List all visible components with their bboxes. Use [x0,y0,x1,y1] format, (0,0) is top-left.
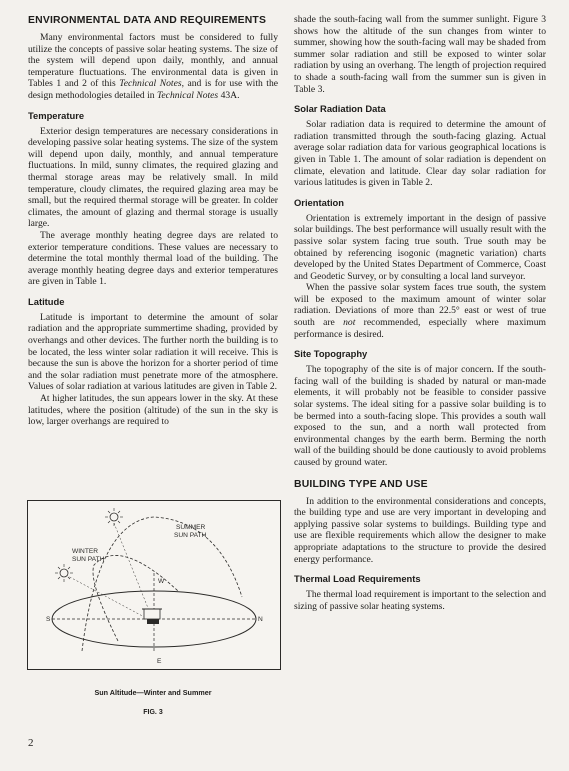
heading-site-topography: Site Topography [294,348,368,360]
page-number: 2 [28,737,34,749]
winter-label-line-1: WINTER [72,548,99,555]
east-label: E [157,658,162,665]
section-heading-environmental: ENVIRONMENTAL DATA AND REQUIREMENTS [28,15,267,26]
north-label: N [258,616,263,623]
building-icon [142,609,162,624]
solar-paragraph-1: Solar radiation data is required to determine the amount of radiation transmitted through the south-facing glazing. Actual average solar radiation data for various geographical locations is given in Table 1. The amount of solar radiation is dependent on climate, elevation and latitude. Clear day solar radiation for various latitudes is given in Table 2. [294,119,546,189]
orientation-paragraph-1: Orientation is extremely important in the design of passive solar buildings. The best performance will usually result with the passive solar system facing true south. True south may be obtained by referencing isogonic (magnetic variation) charts developed by the United States Department of Commerce, Coast and Geodetic Survey, or by consulting a local land surveyor. [294,212,546,282]
figure-caption: Sun Altitude—Winter and Summer [94,688,212,697]
winter-sun-ray [66,575,148,619]
continued-paragraph: shade the south-facing wall from the summer sunlight. Figure 3 shows how the altitude of the sun changes from winter to summer, showing how the south-facing wall may be shaded from summer solar radiation and still be exposed to winter solar radiation by using an overhang. The length of projection required to shade a south-facing wall from the summer sun is given in Table 3. [294,14,546,95]
winter-label-line-2: SUN PATH [72,556,105,563]
summer-label-line-1: SUMMER [176,524,206,531]
heading-orientation: Orientation [294,196,345,208]
heading-latitude: Latitude [28,295,65,307]
temperature-paragraph-1: Exterior design temperatures are necessary considerations in developing passive solar heating systems. The size of the system will depend upon daily, monthly, and annual temperature fluctuations. In mild, sunny climates, the required glazing and thermal storage areas may be relatively small. In mild temperature, cloudy climates, the required glazing area may be small, but the required thermal storage will be greater. In colder climates, the amount of glazing and thermal storage is usually large. [28,125,278,230]
orientation-paragraph-2: When the passive solar system faces true south, the system will be exposed to the maximum amount of winter solar radiation. Deviations of more than 22.5° east or west of true south are not recommended, especially where maximum performance is desired. [294,282,546,340]
sun-path-diagram [28,501,280,669]
right-column [294,14,546,612]
heading-temperature: Temperature [28,109,85,121]
latitude-paragraph-1: Latitude is important to determine the amount of solar radiation and the appropriate summertime shading, provided by overhangs and other devices. The further north the building is to be located, the less winter solar radiation it will receive. This is because the sun is above the horizon for a shorter period of time and the solar radiation must penetrate more of the atmosphere. Values of solar radiation at various latitudes are given in Table 2. [28,311,278,393]
site-paragraph-1: The topography of the site is of major concern. If the south-facing wall of the building is shaded by natural or man-made elements, it will probably not be feasible to consider passive solar systems. The ideal siting for a passive solar building is to be bermed into a south-facing slope. This provides a south wall exposed to the sun, and a north wall protected from environmental changes by the earth berm. Berming the north wall of the building should be done cautiously to avoid problems caused by ground water. [294,364,546,468]
latitude-paragraph-2: At higher latitudes, the sun appears lower in the sky. At these latitudes, where the position (altitude) of the sun in the sky is low, larger overhangs are required to [28,393,278,428]
heading-solar-radiation: Solar Radiation Data [294,103,386,115]
west-label: W [158,578,165,585]
intro-paragraph: Many environmental factors must be considered to fully utilize the concepts of passive solar heating systems. The size of the system will depend upon daily, monthly, and annual temperature fluctuations. The environmental data is given in Tables 1 and 2 of this Technical Notes, and is for use with the design methodologies detailed in Technical Notes 43A. [28,32,279,101]
summer-label-line-2: SUN PATH [174,532,207,539]
summer-sun-ray [114,523,150,613]
heading-building-type: BUILDING TYPE AND USE [294,478,428,490]
heading-thermal-load: Thermal Load Requirements [294,573,421,585]
winter-sun-path [93,555,178,641]
figure-number: FIG. 3 [143,709,163,716]
winter-sun-icon [55,564,73,582]
south-label: S [46,616,51,623]
sun-altitude-figure [27,500,281,670]
temperature-paragraph-2: The average monthly heating degree days are related to exterior temperature conditions. These values are necessary to determine the total monthly thermal load of the building. The average monthly heating degree days and exterior temperatures are given in Table 1. [28,229,278,288]
building-paragraph-1: In addition to the environmental considerations and concepts, the building type and use are very important in developing and applying passive solar systems to buildings. Building type and use are flexible requirements which allow the designer to make appropriate adaptations to the structure to provide the desired energy performance. [294,495,546,565]
left-column [28,14,278,428]
summer-sun-icon [105,508,123,526]
thermal-paragraph-1: The thermal load requirement is important to the selection and sizing of passive solar heating systems. [294,589,546,612]
